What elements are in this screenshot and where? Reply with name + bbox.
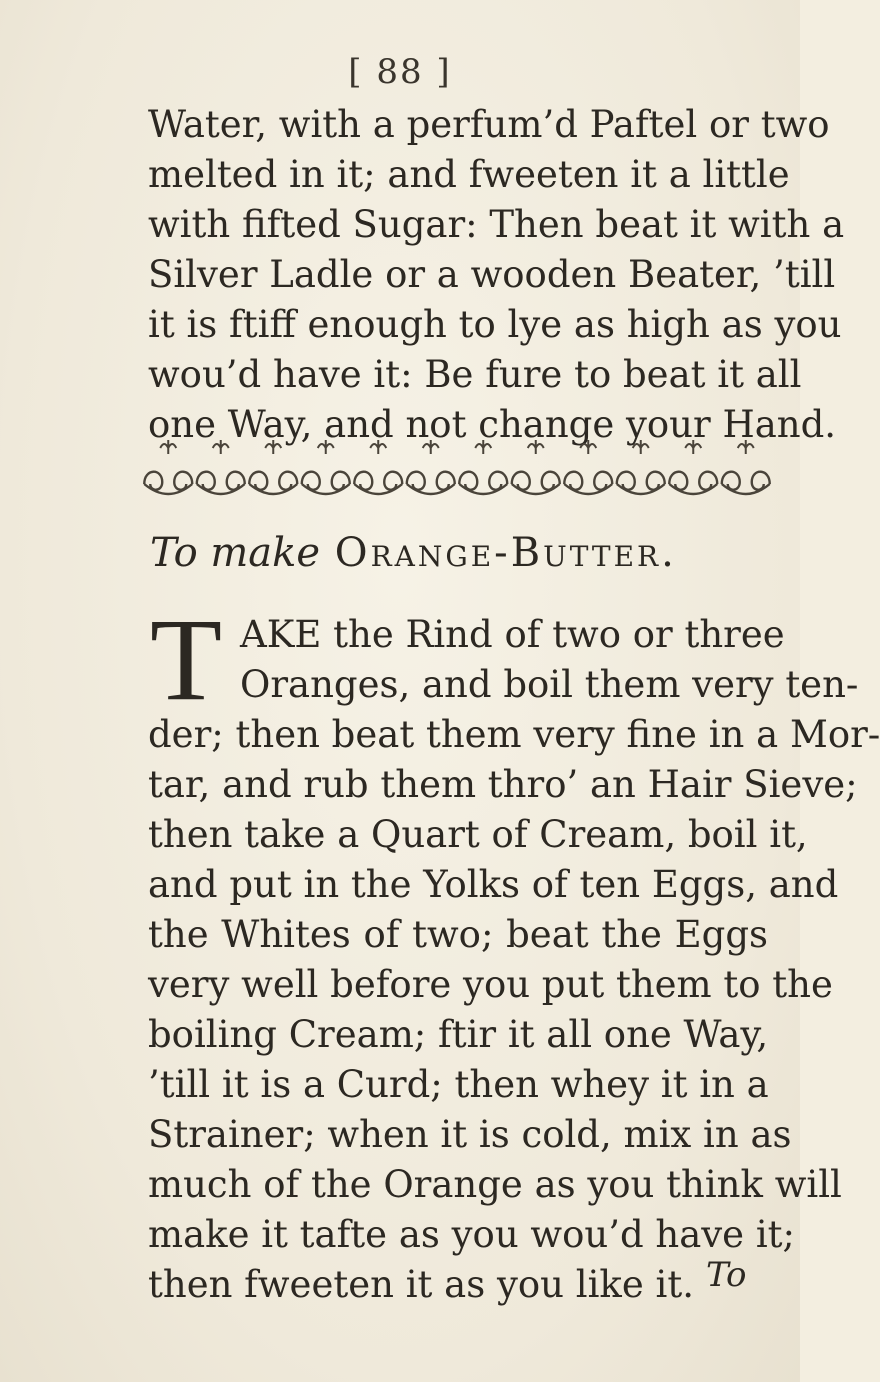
- text-line: much of the Orange as you think will: [148, 1163, 842, 1206]
- text-line: Water, with a perfum’d Paftel or two: [148, 103, 830, 146]
- fleuron-unit-icon: [564, 440, 612, 494]
- fleuron-unit-icon: [722, 440, 770, 494]
- text-line: with fifted Sugar: Then beat it with a: [148, 203, 845, 246]
- text-line: very well before you put them to the: [148, 963, 833, 1006]
- text-line: Oranges, and boil them very ten-: [240, 663, 859, 706]
- text-line: AKE the Rind of two or three: [240, 613, 785, 656]
- fleuron-unit-icon: [197, 440, 245, 494]
- fleuron-unit-icon: [249, 440, 297, 494]
- text-line: one Way, and not change your Hand.: [148, 403, 837, 446]
- text-line: tar, and rub them thro’ an Hair Sieve;: [148, 763, 858, 806]
- fleuron-unit-icon: [302, 440, 350, 494]
- recipe-heading: [150, 530, 790, 576]
- text-line: then take a Quart of Cream, boil it,: [148, 813, 808, 856]
- text-line: wou’d have it: Be fure to beat it all: [148, 353, 802, 396]
- fleuron-unit-icon: [617, 440, 665, 494]
- fleuron-ornament-icon: [142, 432, 772, 512]
- text-line: Strainer; when it is cold, mix in as: [148, 1113, 792, 1156]
- fleuron-unit-icon: [512, 440, 560, 494]
- fleuron-unit-icon: [407, 440, 455, 494]
- page-number: [ 88 ]: [348, 52, 452, 92]
- drop-cap: T: [150, 594, 223, 725]
- fleuron-unit-icon: [669, 440, 717, 494]
- fleuron-unit-icon: [144, 440, 192, 494]
- recipe-paragraph: [148, 610, 880, 1310]
- text-line: der; then beat them very fine in a Mor-: [148, 713, 880, 756]
- text-line: Silver Ladle or a wooden Beater, ’till: [148, 253, 836, 296]
- text-line: boiling Cream; ftir it all one Way,: [148, 1013, 769, 1056]
- text-line: then fweeten it as you like it.: [148, 1263, 694, 1306]
- catchword: To: [706, 1255, 747, 1295]
- text-line: ’till it is a Curd; then whey it in a: [148, 1063, 769, 1106]
- heading-prefix: To make: [150, 530, 321, 576]
- text-line: make it tafte as you wou’d have it;: [148, 1213, 796, 1256]
- heading-title: Orange-Butter.: [334, 530, 677, 576]
- top-paragraph: [148, 100, 845, 450]
- text-line: the Whites of two; beat the Eggs: [148, 913, 768, 956]
- fleuron-unit-icon: [459, 440, 507, 494]
- text-line: melted in it; and fweeten it a little: [148, 153, 790, 196]
- text-line: and put in the Yolks of ten Eggs, and: [148, 863, 839, 906]
- text-line: it is ftiff enough to lye as high as you: [148, 303, 842, 346]
- fleuron-unit-icon: [354, 440, 402, 494]
